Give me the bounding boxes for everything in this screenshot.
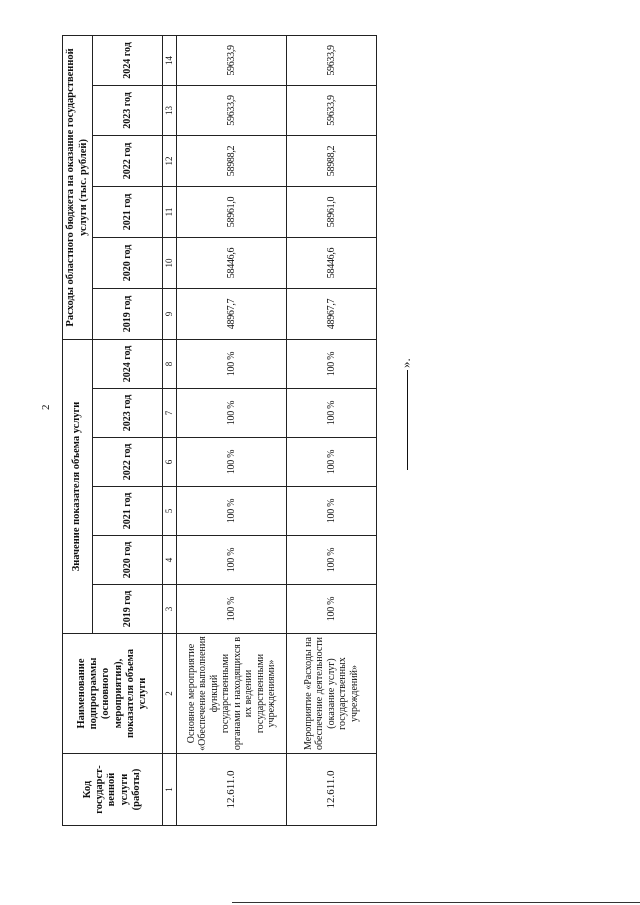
budget-value: 58446,6 — [287, 237, 377, 288]
column-number: 12 — [163, 135, 177, 186]
column-number: 6 — [163, 438, 177, 487]
year-header: 2020 год — [93, 536, 163, 585]
volume-value: 100 % — [287, 585, 377, 634]
closing-rule — [407, 370, 408, 470]
column-number: 13 — [163, 85, 177, 135]
budget-value: 59633,9 — [287, 85, 377, 135]
year-header: 2024 год — [93, 35, 163, 85]
table-row — [177, 35, 287, 825]
budget-value: 58961,0 — [287, 186, 377, 237]
volume-value: 100 % — [287, 487, 377, 536]
budget-table — [62, 35, 377, 826]
row-code: 12.611.0 — [177, 754, 287, 826]
year-header: 2022 год — [93, 438, 163, 487]
budget-value: 48967,7 — [287, 288, 377, 339]
volume-value: 100 % — [287, 536, 377, 585]
budget-value: 59633,9 — [177, 85, 287, 135]
closing-line — [398, 358, 414, 470]
header-name: Наименование подпрограммы (основного мероприятия), показателя объема услуги — [63, 634, 163, 754]
row-name: Мероприятие «Расходы на обеспечение деятельности (оказание услуг) государственных учреждений» — [287, 634, 377, 754]
column-number: 5 — [163, 487, 177, 536]
year-header: 2023 год — [93, 389, 163, 438]
rotated-table-container — [62, 36, 377, 826]
column-number: 4 — [163, 536, 177, 585]
budget-value: 58961,0 — [177, 186, 287, 237]
budget-value: 48967,7 — [177, 288, 287, 339]
budget-value: 58446,6 — [177, 237, 287, 288]
volume-value: 100 % — [287, 339, 377, 388]
volume-value: 100 % — [177, 487, 287, 536]
year-header: 2019 год — [93, 585, 163, 634]
column-number: 10 — [163, 237, 177, 288]
closing-mark: ». — [398, 358, 413, 368]
bottom-rule — [232, 902, 640, 903]
header-volume-group: Значение показателя объема услуги — [63, 339, 93, 633]
column-number: 11 — [163, 186, 177, 237]
table-row — [287, 35, 377, 825]
row-code: 12.611.0 — [287, 754, 377, 826]
header-code: Код государст-венной услуги (работы) — [63, 754, 163, 826]
year-header: 2023 год — [93, 85, 163, 135]
volume-value: 100 % — [287, 389, 377, 438]
year-header: 2021 год — [93, 487, 163, 536]
column-number: 3 — [163, 585, 177, 634]
volume-value: 100 % — [177, 438, 287, 487]
year-header: 2024 год — [93, 339, 163, 388]
column-number: 2 — [163, 634, 177, 754]
volume-value: 100 % — [177, 536, 287, 585]
volume-value: 100 % — [177, 585, 287, 634]
page-number: 2 — [40, 404, 52, 410]
column-number: 7 — [163, 389, 177, 438]
budget-value: 59633,9 — [287, 35, 377, 85]
column-number: 1 — [163, 754, 177, 826]
year-header: 2021 год — [93, 186, 163, 237]
budget-value: 58988,2 — [287, 135, 377, 186]
year-header: 2020 год — [93, 237, 163, 288]
column-number: 9 — [163, 288, 177, 339]
header-budget-group: Расходы областного бюджета на оказание государственной услуги (тыс. рублей) — [63, 35, 93, 339]
budget-value: 58988,2 — [177, 135, 287, 186]
column-number: 14 — [163, 35, 177, 85]
column-number: 8 — [163, 339, 177, 388]
volume-value: 100 % — [287, 438, 377, 487]
year-header: 2022 год — [93, 135, 163, 186]
row-name: Основное мероприятие «Обеспечение выполнения функций государственными органами и находящихся в их ведении государственными учреждениями» — [177, 634, 287, 754]
volume-value: 100 % — [177, 339, 287, 388]
year-header: 2019 год — [93, 288, 163, 339]
budget-value: 59633,9 — [177, 35, 287, 85]
volume-value: 100 % — [177, 389, 287, 438]
